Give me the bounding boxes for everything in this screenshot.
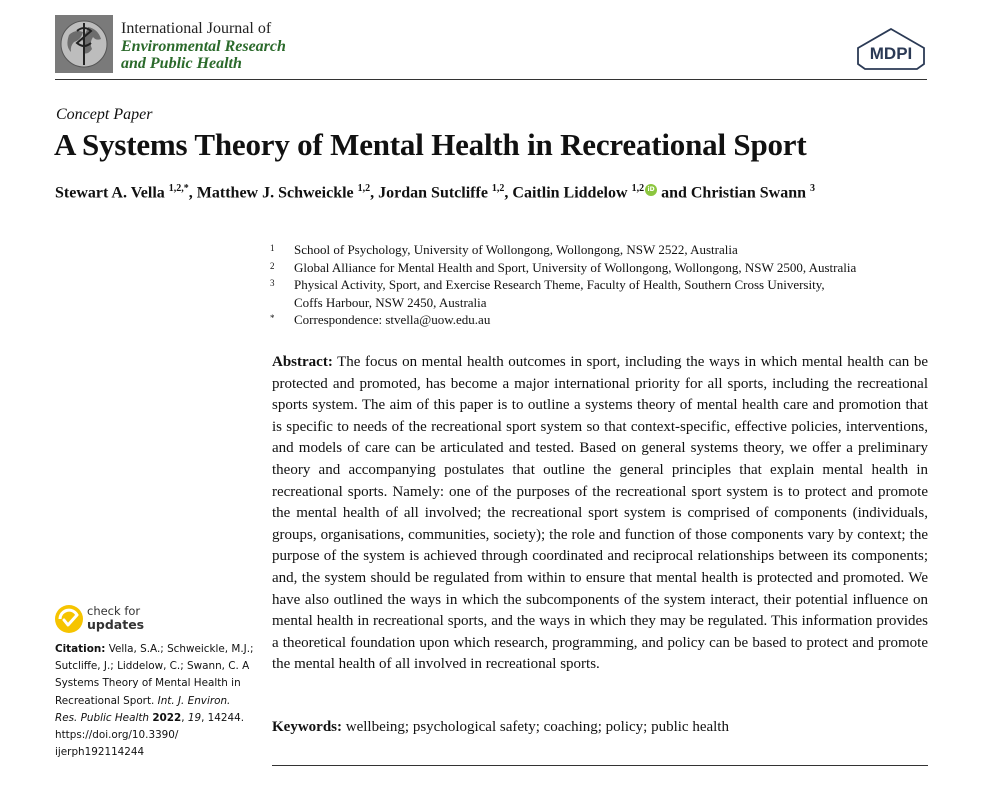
affiliation-item: [270, 276, 930, 294]
citation-volume: 19: [187, 711, 202, 724]
affiliation-text: Global Alliance for Mental Health and Sport, University of Wollongong, Wollongong, NSW 2500, Australia: [294, 259, 857, 275]
author-separator: and: [657, 184, 691, 202]
citation-year: 2022: [152, 711, 182, 724]
citation-pages[interactable]: , 14244. https://doi.org/10.3390/ ijerph192114244: [55, 711, 245, 759]
article-type: Concept Paper: [56, 106, 153, 123]
author-affiliation-marker: 3: [810, 183, 816, 194]
affiliation-text: Physical Activity, Sport, and Exercise Research Theme, Faculty of Health, Southern Cross University,: [294, 277, 825, 292]
affiliation-number: *: [270, 313, 275, 323]
affiliation-list: [270, 241, 930, 329]
author-name: Jordan Sutcliffe: [378, 184, 488, 202]
page-title: A Systems Theory of Mental Health in Recreational Sport: [54, 127, 807, 162]
abstract-label: Abstract:: [272, 354, 333, 370]
author-list: [55, 183, 815, 202]
journal-name-line2: and Public Health: [121, 55, 242, 72]
author-affiliation-marker: 1,2: [491, 183, 505, 194]
check-line1: check for: [87, 604, 141, 618]
journal-logo-icon: [55, 15, 113, 73]
affiliation-number: [270, 294, 294, 312]
abstract-text: The focus on mental health outcomes in sport, including the ways in which mental health can be protected and promoted, has become a major international priority for all sports, including the recreational sports system. The aim of this paper is to outline a systems theory of mental health care and promotion that is specific to needs of the recreational sport system so that context-specific, effective policies, interventions, and models of care can be articulated and tested. Based on general systems theory, we offer a preliminary theory and accompanying postulates that outline the general principles that explain mental health in recreational sports. Namely: one of the purposes of the recreational sport system is to protect and promote the mental health of all involved; the recreational sport system is comprised of components (individuals, groups, organisations, communities, society); the role and function of those components vary by context; the purpose of the system is achieved through coordinated and reciprocal relationships between its components; and, the system should be regulated from within to ensure that mental health is protected and promoted. We have also outlined the ways in which the subcomponents of the system interact, their potential influence on mental health in recreational sports, and the ways in which they may be regulated. This information provides a theoretical foundation upon which research, programming, and policy can be based to protect and promote the mental health of all involved in recreational sports.: [272, 354, 929, 673]
keywords-text: wellbeing; psychological safety; coaching; policy; public health: [345, 719, 729, 735]
affiliation-text: School of Psychology, University of Wollongong, Wollongong, NSW 2522, Australia: [294, 242, 738, 257]
header-divider: [55, 79, 927, 80]
citation-journal: Int. J. Environ. Res. Public Health: [55, 694, 231, 724]
orcid-icon[interactable]: iD: [645, 184, 657, 196]
author-affiliation-marker: 1,2,*: [168, 183, 189, 194]
keywords-label: Keywords:: [272, 719, 342, 735]
author-affiliation-marker: 1,2: [631, 183, 645, 194]
affiliation-number: 1: [270, 243, 275, 253]
keywords: [272, 719, 729, 736]
citation-label: Citation:: [55, 643, 106, 655]
affiliation-item: [270, 294, 930, 312]
affiliation-number: 2: [270, 260, 275, 271]
author-name: Caitlin Liddelow: [512, 184, 628, 202]
citation: Citation: Vella, S.A.; Schweickle, M.J.; Sutcliffe, J.; Liddelow, C.; Swann, C. A Systems Theory of Mental Health in Recreational Sport. Int. J. Environ. Res. Public Health 2022, 19, 14244. https://doi.org/10.3390/ ijerph192114244: [55, 643, 254, 759]
affiliation-item: [270, 241, 930, 259]
journal-name-line1: Environmental Research: [121, 38, 286, 55]
journal-prefix: International Journal of: [121, 20, 272, 37]
author-name: Stewart A. Vella: [55, 184, 165, 202]
author-name: Christian Swann: [690, 184, 807, 202]
author-separator: ,: [370, 184, 379, 202]
author-affiliation-marker: 1,2: [357, 183, 371, 194]
affiliation-text: Coffs Harbour, NSW 2450, Australia: [294, 294, 487, 310]
author-separator: ,: [504, 184, 513, 202]
affiliation-number: 3: [270, 278, 275, 288]
abstract: [272, 352, 928, 676]
affiliation-item: [270, 259, 930, 277]
journal-name: [121, 38, 286, 72]
citation-authors: Vella, S.A.; Schweickle, M.J.; Sutcliffe, J.; Liddelow, C.; Swann, C. A Systems Theory of Mental Health in Recreational Sport.: [55, 643, 254, 707]
publisher-name: MDPI: [869, 44, 913, 63]
bottom-divider: [272, 765, 928, 766]
mdpi-logo-icon: [855, 28, 927, 70]
affiliation-item: [270, 311, 930, 329]
affiliation-text: Correspondence: stvella@uow.edu.au: [294, 312, 491, 327]
author-name: Matthew J. Schweickle: [196, 184, 354, 202]
check-for-updates-link[interactable]: [87, 605, 144, 631]
author-separator: ,: [188, 184, 197, 202]
check-line2: updates: [87, 617, 145, 632]
